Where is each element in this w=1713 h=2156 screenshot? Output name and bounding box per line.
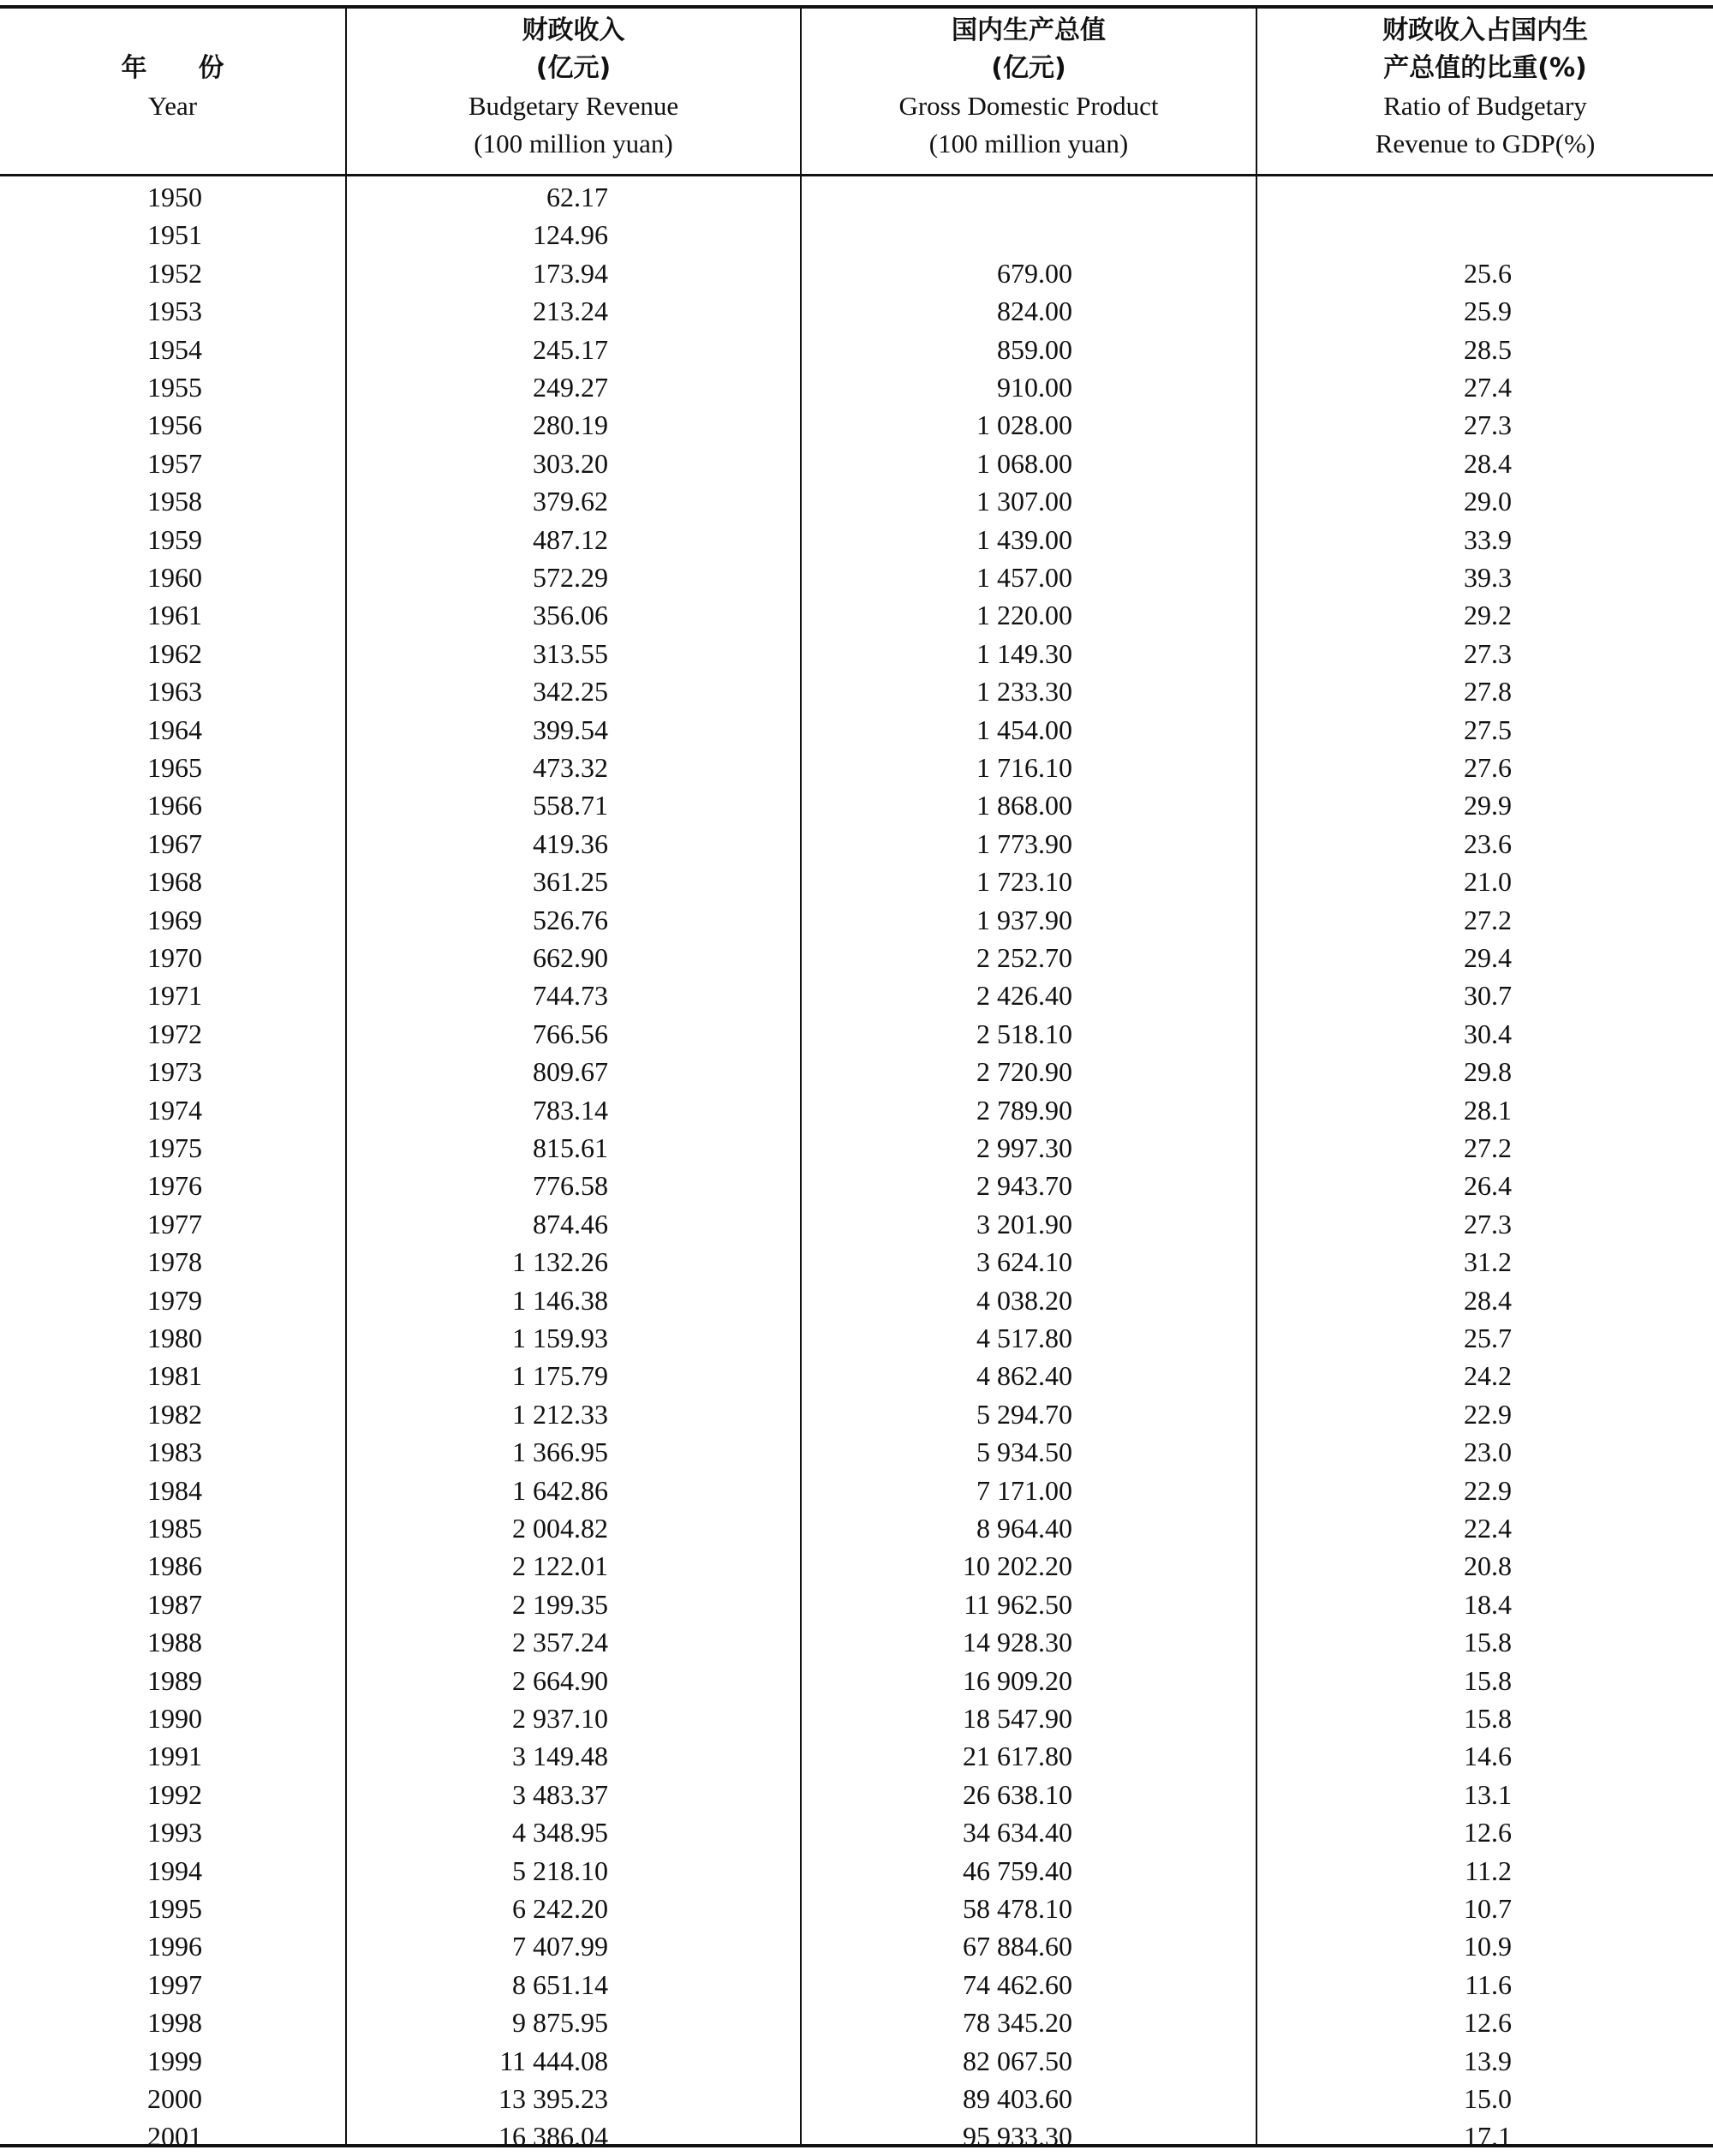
gdp-cell: 7 171.00 [976,1474,1072,1506]
year-cell: 1960 [147,562,202,593]
table-row [0,368,1713,406]
year-cell: 1994 [147,1854,202,1886]
table-row [0,1890,1713,1927]
year-cell: 1950 [147,182,202,212]
ratio-cell: 10.7 [1464,1893,1512,1924]
year-cell: 2001 [147,2121,202,2153]
table-row [0,1586,1713,1623]
gdp-cell: 1 773.90 [976,827,1072,859]
table-row [0,863,1713,900]
table-top-rule [0,5,1713,9]
ratio-cell: 25.7 [1464,1323,1512,1353]
revenue-cell: 744.73 [533,980,608,1012]
year-cell: 1999 [147,2045,202,2076]
revenue-cell: 361.25 [533,866,608,898]
gdp-cell [801,216,1072,254]
gdp-cell: 78 345.20 [963,2007,1072,2039]
table-row [0,216,1713,254]
ratio-cell: 22.4 [1464,1513,1512,1544]
revenue-cell: 8 651.14 [512,1968,608,2000]
gdp-cell: 74 462.60 [963,1968,1072,2000]
ratio-cell: 27.3 [1464,409,1512,441]
ratio-cell: 25.6 [1464,257,1512,289]
gdp-cell: 14 928.30 [963,1627,1072,1658]
table-row [0,672,1713,710]
table-row [0,976,1713,1014]
ratio-cell: 10.9 [1464,1931,1512,1962]
gdp-cell: 58 478.10 [963,1893,1072,1924]
table-row [0,2117,1713,2155]
ratio-cell: 31.2 [1464,1246,1512,1278]
table-row [0,1472,1713,1509]
table-row [0,1433,1713,1471]
ratio-cell: 21.0 [1464,866,1512,898]
year-cell: 1976 [147,1170,202,1202]
year-cell: 1984 [147,1474,202,1506]
header-ratio-zh2: 产总值的比重(%) [1383,53,1587,83]
header-ratio-en1: Ratio of Budgetary [1383,91,1587,121]
ratio-cell: 20.8 [1464,1550,1512,1582]
year-cell: 1951 [147,219,202,251]
gdp-cell: 10 202.20 [963,1550,1072,1582]
table-row [0,1205,1713,1243]
ratio-cell: 27.6 [1464,752,1512,783]
year-cell: 1977 [147,1208,202,1239]
table-row [0,1852,1713,1890]
header-revenue-zh1: 财政收入 [522,15,625,45]
year-cell: 1955 [147,372,202,403]
table-row [0,901,1713,939]
revenue-cell: 342.25 [533,676,608,708]
table-row [0,1699,1713,1737]
table-row [0,2042,1713,2080]
year-cell: 1965 [147,752,202,783]
ratio-cell: 28.1 [1464,1094,1512,1126]
table-row [0,786,1713,824]
header-ratio [1257,12,1713,171]
revenue-cell: 213.24 [533,296,608,327]
gdp-cell: 2 720.90 [976,1056,1072,1088]
ratio-cell: 18.4 [1464,1588,1512,1620]
revenue-cell: 356.06 [533,600,608,631]
revenue-cell: 526.76 [533,904,608,935]
year-cell: 1975 [147,1132,202,1163]
revenue-cell: 280.19 [533,409,608,441]
gdp-cell: 824.00 [997,296,1072,327]
gdp-cell: 34 634.40 [963,1817,1072,1848]
gdp-cell: 1 220.00 [976,600,1072,631]
revenue-cell: 809.67 [533,1056,608,1088]
ratio-cell: 27.8 [1464,676,1512,708]
year-cell: 1998 [147,2007,202,2039]
year-cell: 1974 [147,1094,202,1126]
table-row [0,1547,1713,1585]
ratio-cell: 24.2 [1464,1360,1512,1392]
year-cell: 1959 [147,523,202,555]
revenue-cell: 7 407.99 [512,1931,608,1962]
revenue-cell: 1 212.33 [512,1398,608,1430]
year-cell: 1991 [147,1741,202,1772]
revenue-cell: 473.32 [533,752,608,783]
table-row [0,1091,1713,1129]
header-gdp-en2: (100 million yuan) [928,128,1129,158]
gdp-cell: 2 426.40 [976,980,1072,1012]
revenue-cell: 1 132.26 [512,1246,608,1278]
year-cell: 1987 [147,1588,202,1620]
table-row [0,1281,1713,1319]
table-row [0,596,1713,634]
revenue-cell: 313.55 [533,637,608,669]
year-cell: 1968 [147,866,202,898]
gdp-cell: 4 862.40 [976,1360,1072,1392]
revenue-cell: 2 004.82 [512,1513,608,1544]
year-cell: 1983 [147,1436,202,1468]
year-cell: 1978 [147,1246,202,1278]
header-year-zh: 年 份 [121,53,224,83]
gdp-cell: 2 518.10 [976,1018,1072,1049]
year-cell: 1954 [147,333,202,365]
ratio-cell: 27.2 [1464,1132,1512,1163]
year-cell: 1995 [147,1893,202,1924]
year-cell: 1962 [147,637,202,669]
table-row [0,635,1713,672]
year-cell: 1957 [147,447,202,479]
ratio-cell: 13.9 [1464,2045,1512,2076]
revenue-cell: 249.27 [533,372,608,403]
ratio-cell: 22.9 [1464,1474,1512,1506]
ratio-cell: 33.9 [1464,523,1512,555]
table-row [0,521,1713,558]
revenue-cell: 62.17 [546,182,608,212]
gdp-cell: 1 068.00 [976,447,1072,479]
ratio-cell: 27.3 [1464,637,1512,669]
year-cell: 1997 [147,1968,202,2000]
gdp-cell: 46 759.40 [963,1854,1072,1886]
year-cell: 1982 [147,1398,202,1430]
table-row [0,1053,1713,1090]
ratio-cell: 23.0 [1464,1436,1512,1468]
ratio-cell: 30.4 [1464,1018,1512,1049]
gdp-cell: 1 233.30 [976,676,1072,708]
revenue-cell: 1 146.38 [512,1284,608,1316]
header-gdp-zh1: 国内生产总值 [952,15,1106,45]
revenue-cell: 815.61 [533,1132,608,1163]
table-row [0,1243,1713,1281]
year-cell: 1956 [147,409,202,441]
revenue-cell: 572.29 [533,562,608,593]
revenue-cell: 399.54 [533,714,608,745]
header-ratio-zh1: 财政收入占国内生 [1382,15,1588,45]
gdp-cell: 5 294.70 [976,1398,1072,1430]
year-cell: 1988 [147,1627,202,1658]
ratio-cell: 29.8 [1464,1056,1512,1088]
ratio-cell: 29.2 [1464,600,1512,631]
revenue-cell: 776.58 [533,1170,608,1202]
ratio-cell: 14.6 [1464,1741,1512,1772]
revenue-cell: 662.90 [533,942,608,973]
ratio-cell: 28.5 [1464,333,1512,365]
ratio-cell: 29.4 [1464,942,1512,973]
revenue-cell: 9 875.95 [512,2007,608,2039]
year-cell: 1953 [147,296,202,327]
revenue-cell: 124.96 [533,219,608,251]
table-row [0,1776,1713,1813]
revenue-cell: 2 664.90 [512,1664,608,1696]
year-cell: 1971 [147,980,202,1012]
table-row [0,445,1713,482]
year-cell: 1964 [147,714,202,745]
table-row [0,1395,1713,1433]
ratio-cell: 27.4 [1464,372,1512,403]
table-row [0,2080,1713,2117]
year-cell: 2000 [147,2083,202,2114]
ratio-cell: 15.0 [1464,2083,1512,2114]
ratio-cell: 27.5 [1464,714,1512,745]
table-row [0,1357,1713,1395]
table-row [0,1129,1713,1167]
gdp-cell: 95 933.30 [963,2121,1072,2153]
ratio-cell: 15.8 [1464,1664,1512,1696]
gdp-cell: 89 403.60 [963,2083,1072,2114]
ratio-cell [1255,178,1512,216]
gdp-cell: 4 517.80 [976,1323,1072,1353]
year-cell: 1996 [147,1931,202,1962]
revenue-cell: 245.17 [533,333,608,365]
gdp-cell: 2 943.70 [976,1170,1072,1202]
revenue-cell: 487.12 [533,523,608,555]
gdp-cell [801,178,1072,216]
year-cell: 1990 [147,1703,202,1734]
revenue-cell: 783.14 [533,1094,608,1126]
ratio-cell: 15.8 [1464,1703,1512,1734]
revenue-cell: 379.62 [533,486,608,517]
year-cell: 1981 [147,1360,202,1392]
gdp-cell: 5 934.50 [976,1436,1072,1468]
year-cell: 1993 [147,1817,202,1848]
revenue-cell: 1 175.79 [512,1360,608,1392]
ratio-cell: 22.9 [1464,1398,1512,1430]
header-gdp-en1: Gross Domestic Product [898,91,1159,121]
year-cell: 1985 [147,1513,202,1544]
ratio-cell [1255,216,1512,254]
gdp-cell: 26 638.10 [963,1778,1072,1810]
revenue-cell: 303.20 [533,447,608,479]
ratio-cell: 13.1 [1464,1778,1512,1810]
table-row [0,1966,1713,2004]
header-revenue-en1: Budgetary Revenue [468,91,679,121]
ratio-cell: 39.3 [1464,562,1512,593]
revenue-cell: 2 937.10 [512,1703,608,1734]
year-cell: 1989 [147,1664,202,1696]
table-row [0,1319,1713,1357]
year-cell: 1986 [147,1550,202,1582]
ratio-cell: 28.4 [1464,447,1512,479]
revenue-cell: 6 242.20 [512,1893,608,1924]
table-row [0,1623,1713,1661]
gdp-cell: 82 067.50 [963,2045,1072,2076]
revenue-cell: 5 218.10 [512,1854,608,1886]
year-cell: 1952 [147,257,202,289]
gdp-cell: 910.00 [997,372,1072,403]
header-gdp-zh2: (亿元) [991,53,1066,83]
revenue-cell: 173.94 [533,257,608,289]
gdp-cell: 1 868.00 [976,790,1072,821]
gdp-cell: 1 149.30 [976,637,1072,669]
revenue-cell: 419.36 [533,827,608,859]
year-cell: 1966 [147,790,202,821]
gdp-cell: 8 964.40 [976,1513,1072,1544]
table-row [0,254,1713,292]
revenue-cell: 3 149.48 [512,1741,608,1772]
gdp-cell: 3 201.90 [976,1208,1072,1239]
gdp-cell: 1 457.00 [976,562,1072,593]
year-cell: 1972 [147,1018,202,1049]
table-row [0,406,1713,444]
gdp-cell: 1 028.00 [976,409,1072,441]
table-row [0,711,1713,749]
gdp-cell: 11 962.50 [964,1588,1072,1620]
ratio-cell: 12.6 [1464,1817,1512,1848]
gdp-cell: 679.00 [997,257,1072,289]
revenue-cell: 1 366.95 [512,1436,608,1468]
gdp-cell: 4 038.20 [976,1284,1072,1316]
header-revenue-en2: (100 million yuan) [474,128,673,158]
table-row [0,1737,1713,1775]
gdp-cell: 1 937.90 [976,904,1072,935]
ratio-cell: 11.2 [1465,1854,1512,1886]
ratio-cell: 17.1 [1464,2121,1512,2153]
gdp-cell: 18 547.90 [963,1703,1072,1734]
gdp-cell: 21 617.80 [963,1741,1072,1772]
gdp-cell: 1 439.00 [976,523,1072,555]
gdp-cell: 2 997.30 [976,1132,1072,1163]
table-row [0,1509,1713,1547]
header-revenue-zh2: (亿元) [535,53,612,83]
gdp-cell: 2 789.90 [976,1094,1072,1126]
year-cell: 1992 [147,1778,202,1810]
revenue-cell: 3 483.37 [512,1778,608,1810]
ratio-cell: 29.0 [1464,486,1512,517]
gdp-cell: 2 252.70 [976,942,1072,973]
gdp-cell: 1 716.10 [976,752,1072,783]
table-row [0,558,1713,596]
year-cell: 1969 [147,904,202,935]
table-row [0,482,1713,520]
revenue-cell: 2 199.35 [512,1588,608,1620]
revenue-cell: 558.71 [533,790,608,821]
table-row [0,1813,1713,1851]
table-row [0,331,1713,368]
gdp-cell: 3 624.10 [976,1246,1072,1278]
header-year-en: Year [147,91,198,121]
year-cell: 1961 [147,600,202,631]
table-row [0,1167,1713,1204]
year-cell: 1970 [147,942,202,973]
year-cell: 1967 [147,827,202,859]
ratio-cell: 27.2 [1464,904,1512,935]
year-cell: 1973 [147,1056,202,1088]
revenue-cell: 1 642.86 [512,1474,608,1506]
gdp-cell: 1 307.00 [976,486,1072,517]
header-gdp [802,12,1256,171]
year-cell: 1979 [147,1284,202,1316]
gdp-cell: 16 909.20 [963,1664,1072,1696]
table-row [0,749,1713,786]
ratio-cell: 12.6 [1464,2007,1512,2039]
gdp-cell: 1 454.00 [976,714,1072,745]
header-ratio-en2: Revenue to GDP(%) [1375,128,1596,158]
ratio-cell: 26.4 [1464,1170,1512,1202]
ratio-cell: 27.3 [1464,1208,1512,1239]
table-row [0,1927,1713,1965]
ratio-cell: 28.4 [1464,1284,1512,1316]
ratio-cell: 25.9 [1464,296,1512,327]
ratio-cell: 30.7 [1464,980,1512,1012]
revenue-cell: 16 386.04 [498,2121,608,2153]
year-cell: 1980 [147,1323,202,1353]
header-revenue [347,12,800,171]
ratio-cell: 29.9 [1464,790,1512,821]
table-row [0,939,1713,976]
gdp-cell: 1 723.10 [976,866,1072,898]
year-cell: 1963 [147,676,202,708]
table-row [0,1015,1713,1053]
table-row [0,1662,1713,1699]
revenue-cell: 1 159.93 [512,1323,608,1353]
gdp-cell: 859.00 [997,333,1072,365]
revenue-cell: 766.56 [533,1018,608,1049]
table-row [0,825,1713,863]
revenue-cell: 11 444.08 [499,2045,608,2076]
table-row [0,2004,1713,2041]
revenue-cell: 13 395.23 [498,2083,608,2114]
ratio-cell: 23.6 [1464,827,1512,859]
revenue-cell: 2 357.24 [512,1627,608,1658]
gdp-cell: 67 884.60 [963,1931,1072,1962]
ratio-cell: 11.6 [1465,1968,1512,2000]
revenue-cell: 4 348.95 [512,1817,608,1848]
table-row [0,178,1713,216]
ratio-cell: 15.8 [1464,1627,1512,1658]
table-row [0,292,1713,330]
revenue-cell: 874.46 [533,1208,608,1239]
revenue-cell: 2 122.01 [512,1550,608,1582]
year-cell: 1958 [147,486,202,517]
